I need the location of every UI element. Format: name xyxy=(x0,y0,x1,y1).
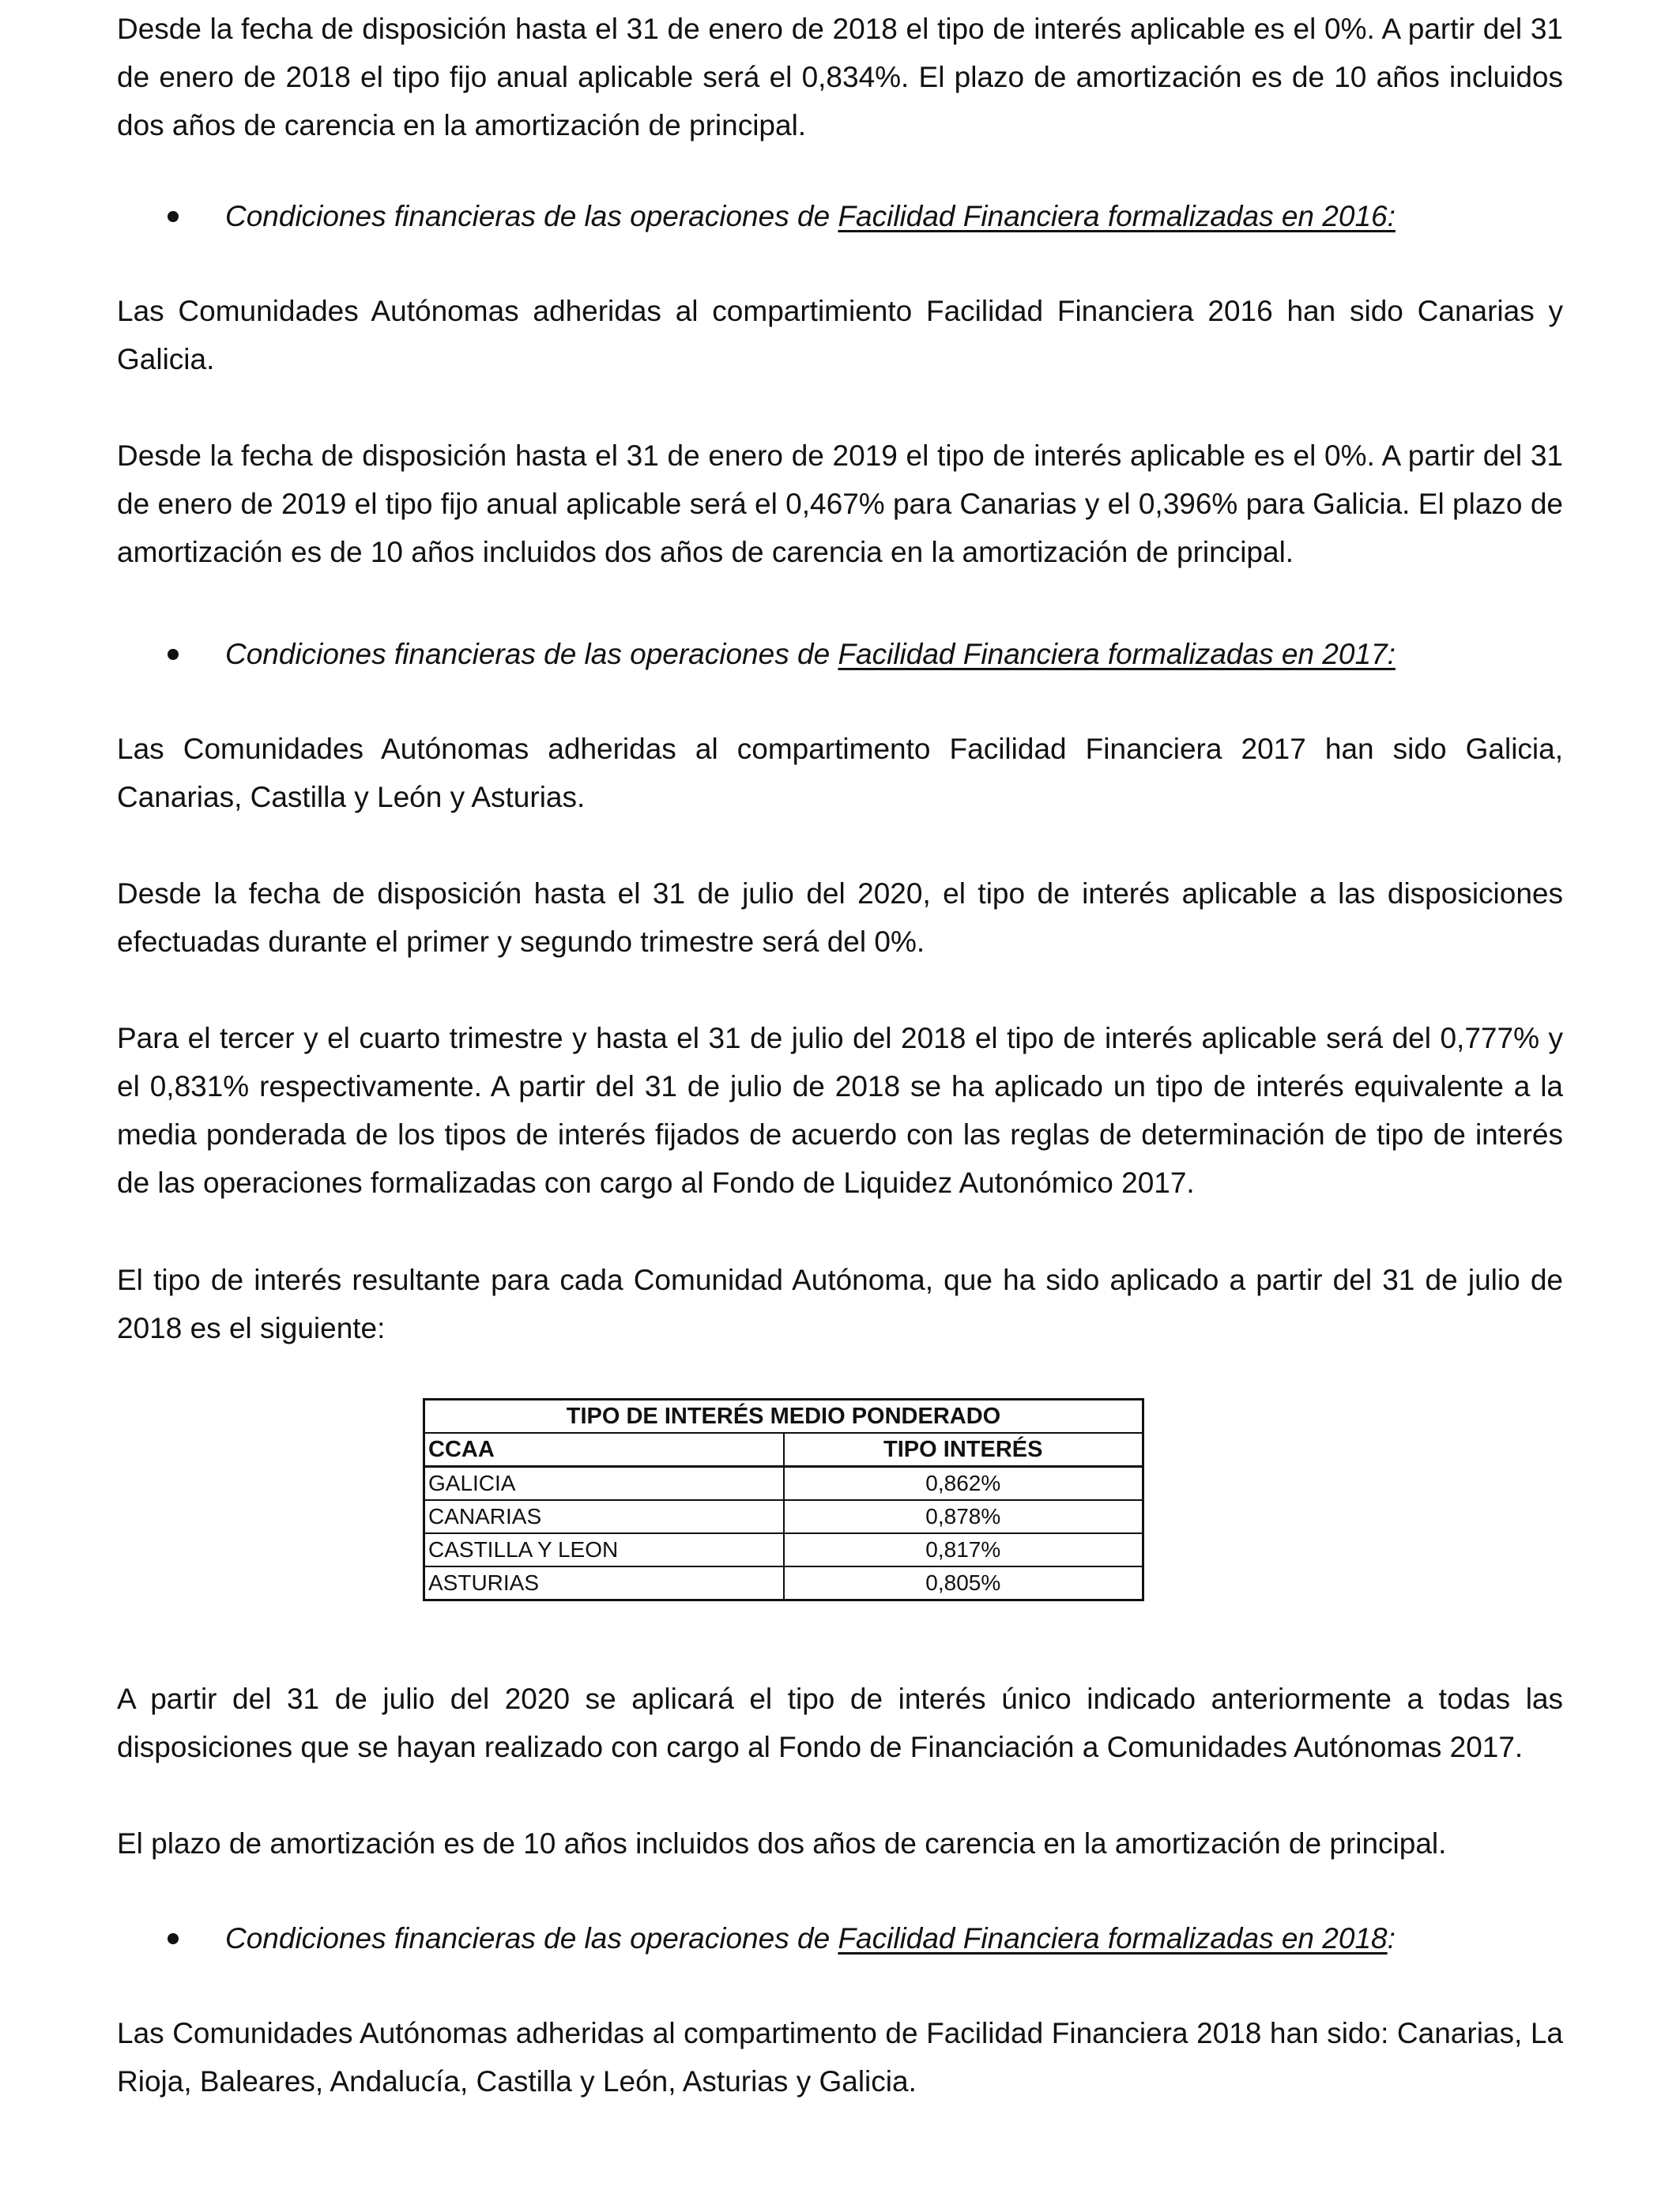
paragraph-rate-intro: El tipo de interés resultante para cada Comunidad Autónoma, que ha sido aplicado a partir del 31 de julio de 2018 es el siguiente: xyxy=(117,1264,1563,1344)
column-header-ccaa: CCAA xyxy=(424,1433,784,1467)
bullet-suffix: : xyxy=(1387,1922,1396,1955)
bullet-underlined: Facilidad Financiera formalizadas en 2016: xyxy=(838,200,1396,232)
paragraph-2017-members: Las Comunidades Autónomas adheridas al compartimento Facilidad Financiera 2017 han sido Galicia, Canarias, Castilla y León y Asturias. xyxy=(117,733,1563,813)
cell-rate: 0,878% xyxy=(784,1500,1143,1533)
bullet-icon xyxy=(168,1933,179,1944)
weighted-rate-table xyxy=(423,1398,1144,1601)
bullet-icon xyxy=(168,649,179,660)
table-title: TIPO DE INTERÉS MEDIO PONDERADO xyxy=(424,1400,1143,1434)
bullet-prefix: Condiciones financieras de las operaciones de xyxy=(225,1922,838,1955)
paragraph-2016-members: Las Comunidades Autónomas adheridas al compartimiento Facilidad Financiera 2016 han sido Canarias y Galicia. xyxy=(117,295,1563,375)
paragraph-2017-first-semester: Desde la fecha de disposición hasta el 31 de julio del 2020, el tipo de interés aplicable a las disposiciones efectuadas durante el primer y segundo trimestre será del 0%. xyxy=(117,877,1563,958)
cell-ccaa: ASTURIAS xyxy=(424,1566,784,1600)
table-row xyxy=(424,1533,1143,1566)
paragraph-amortization-term: El plazo de amortización es de 10 años incluidos dos años de carencia en la amortización de principal. xyxy=(117,1827,1447,1860)
cell-ccaa: GALICIA xyxy=(424,1467,784,1501)
paragraph-ffin-2015-conditions: Desde la fecha de disposición hasta el 31 de enero de 2018 el tipo de interés aplicable es el 0%. A partir del 31 de enero de 2018 el tipo fijo anual aplicable será el 0,834%. El plazo de amortización es de 10 años incluidos dos años de carencia en la amortización de principal. xyxy=(117,13,1563,141)
paragraph-2018-members: Las Comunidades Autónomas adheridas al compartimento de Facilidad Financiera 2018 han sido: Canarias, La Rioja, Baleares, Andalucía, Castilla y León, Asturias y Galicia. xyxy=(117,2017,1563,2098)
cell-ccaa: CASTILLA Y LEON xyxy=(424,1533,784,1566)
bullet-prefix: Condiciones financieras de las operaciones de xyxy=(225,638,838,670)
cell-ccaa: CANARIAS xyxy=(424,1500,784,1533)
cell-rate: 0,817% xyxy=(784,1533,1143,1566)
paragraph-2016-conditions: Desde la fecha de disposición hasta el 31 de enero de 2019 el tipo de interés aplicable es el 0%. A partir del 31 de enero de 2019 el tipo fijo anual aplicable será el 0,467% para Canarias y el 0,396% para Galicia. El plazo de amortización es de 10 años incluidos dos años de carencia en la amortización de principal. xyxy=(117,439,1563,568)
bullet-icon xyxy=(168,211,179,222)
bullet-underlined: Facilidad Financiera formalizadas en 2017: xyxy=(838,638,1396,670)
bullet-prefix: Condiciones financieras de las operaciones de xyxy=(225,200,838,232)
cell-rate: 0,805% xyxy=(784,1566,1143,1600)
table-row xyxy=(424,1467,1143,1501)
column-header-rate: TIPO INTERÉS xyxy=(784,1433,1143,1467)
table-row xyxy=(424,1566,1143,1600)
paragraph-2020-single-rate: A partir del 31 de julio del 2020 se aplicará el tipo de interés único indicado anteriormente a todas las disposiciones que se hayan realizado con cargo al Fondo de Financiación a Comunidades Autónomas 2017. xyxy=(117,1683,1563,1763)
paragraph-2017-third-fourth-quarter: Para el tercer y el cuarto trimestre y hasta el 31 de julio del 2018 el tipo de interés aplicable será del 0,777% y el 0,831% respectivamente. A partir del 31 de julio de 2018 se ha aplicado un tipo de interés equivalente a la media ponderada de los tipos de interés fijados de acuerdo con las reglas de determinación de tipo de interés de las operaciones formalizadas con cargo al Fondo de Liquidez Autonómico 2017. xyxy=(117,1022,1563,1199)
bullet-underlined: Facilidad Financiera formalizadas en 2018 xyxy=(838,1922,1388,1955)
table-row xyxy=(424,1500,1143,1533)
cell-rate: 0,862% xyxy=(784,1467,1143,1501)
